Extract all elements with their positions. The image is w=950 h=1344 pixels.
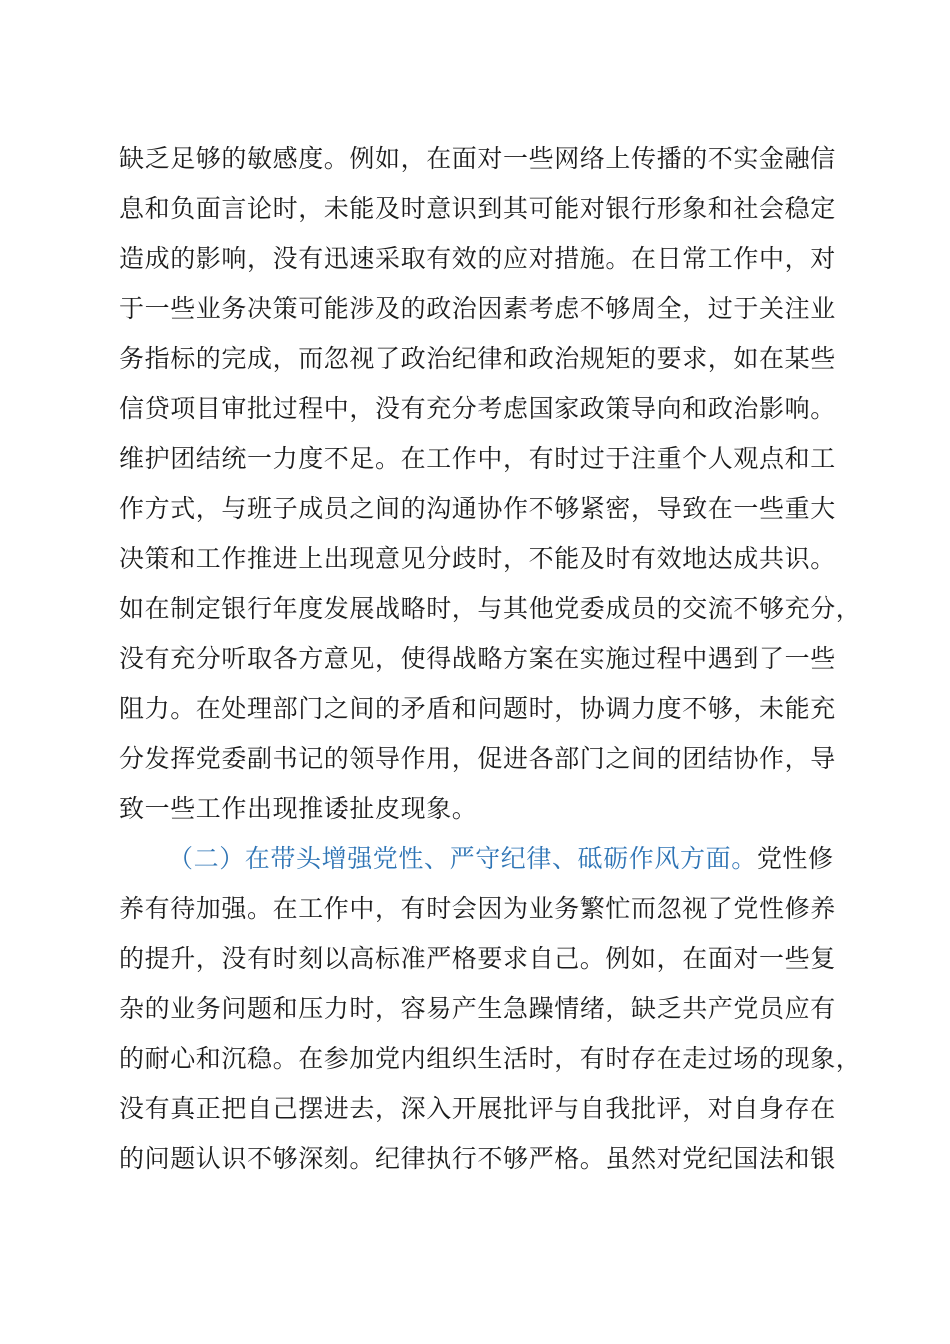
body-line: 的问题认识不够深刻。纪律执行不够严格。虽然对党纪国法和银 [119, 1144, 836, 1173]
body-line: 没有真正把自己摆进去，深入开展批评与自我批评，对自身存在 [119, 1094, 836, 1123]
body-line: 养有待加强。在工作中，有时会因为业务繁忙而忽视了党性修养 [119, 894, 836, 923]
section-heading-tail: 党性修 [756, 844, 834, 873]
section-heading-line [168, 839, 832, 879]
body-line: 造成的影响，没有迅速采取有效的应对措施。在日常工作中，对 [119, 244, 836, 273]
body-line: 没有充分听取各方意见，使得战略方案在实施过程中遇到了一些 [119, 644, 836, 673]
section-heading: （二）在带头增强党性、严守纪律、砥砺作风方面。 [168, 844, 757, 873]
body-line: 如在制定银行年度发展战略时，与其他党委成员的交流不够充分， [119, 594, 862, 623]
body-line: 信贷项目审批过程中，没有充分考虑国家政策导向和政治影响。 [119, 394, 836, 423]
body-line: 阻力。在处理部门之间的矛盾和问题时，协调力度不够，未能充 [119, 694, 836, 723]
body-line: 致一些工作出现推诿扯皮现象。 [119, 794, 478, 823]
body-line: 杂的业务问题和压力时，容易产生急躁情绪，缺乏共产党员应有 [119, 994, 836, 1023]
body-line: 维护团结统一力度不足。在工作中，有时过于注重个人观点和工 [119, 444, 836, 473]
body-line: 分发挥党委副书记的领导作用，促进各部门之间的团结协作，导 [119, 744, 836, 773]
body-line: 于一些业务决策可能涉及的政治因素考虑不够周全，过于关注业 [119, 294, 836, 323]
body-line: 缺乏足够的敏感度。例如，在面对一些网络上传播的不实金融信 [119, 144, 836, 173]
body-line: 的提升，没有时刻以高标准严格要求自己。例如，在面对一些复 [119, 944, 836, 973]
body-line: 决策和工作推进上出现意见分歧时，不能及时有效地达成共识。 [119, 544, 836, 573]
body-line: 的耐心和沉稳。在参加党内组织生活时，有时存在走过场的现象， [119, 1044, 862, 1073]
body-line: 息和负面言论时，未能及时意识到其可能对银行形象和社会稳定 [119, 194, 836, 223]
body-line: 务指标的完成，而忽视了政治纪律和政治规矩的要求，如在某些 [119, 344, 836, 373]
body-line: 作方式，与班子成员之间的沟通协作不够紧密，导致在一些重大 [119, 494, 836, 523]
